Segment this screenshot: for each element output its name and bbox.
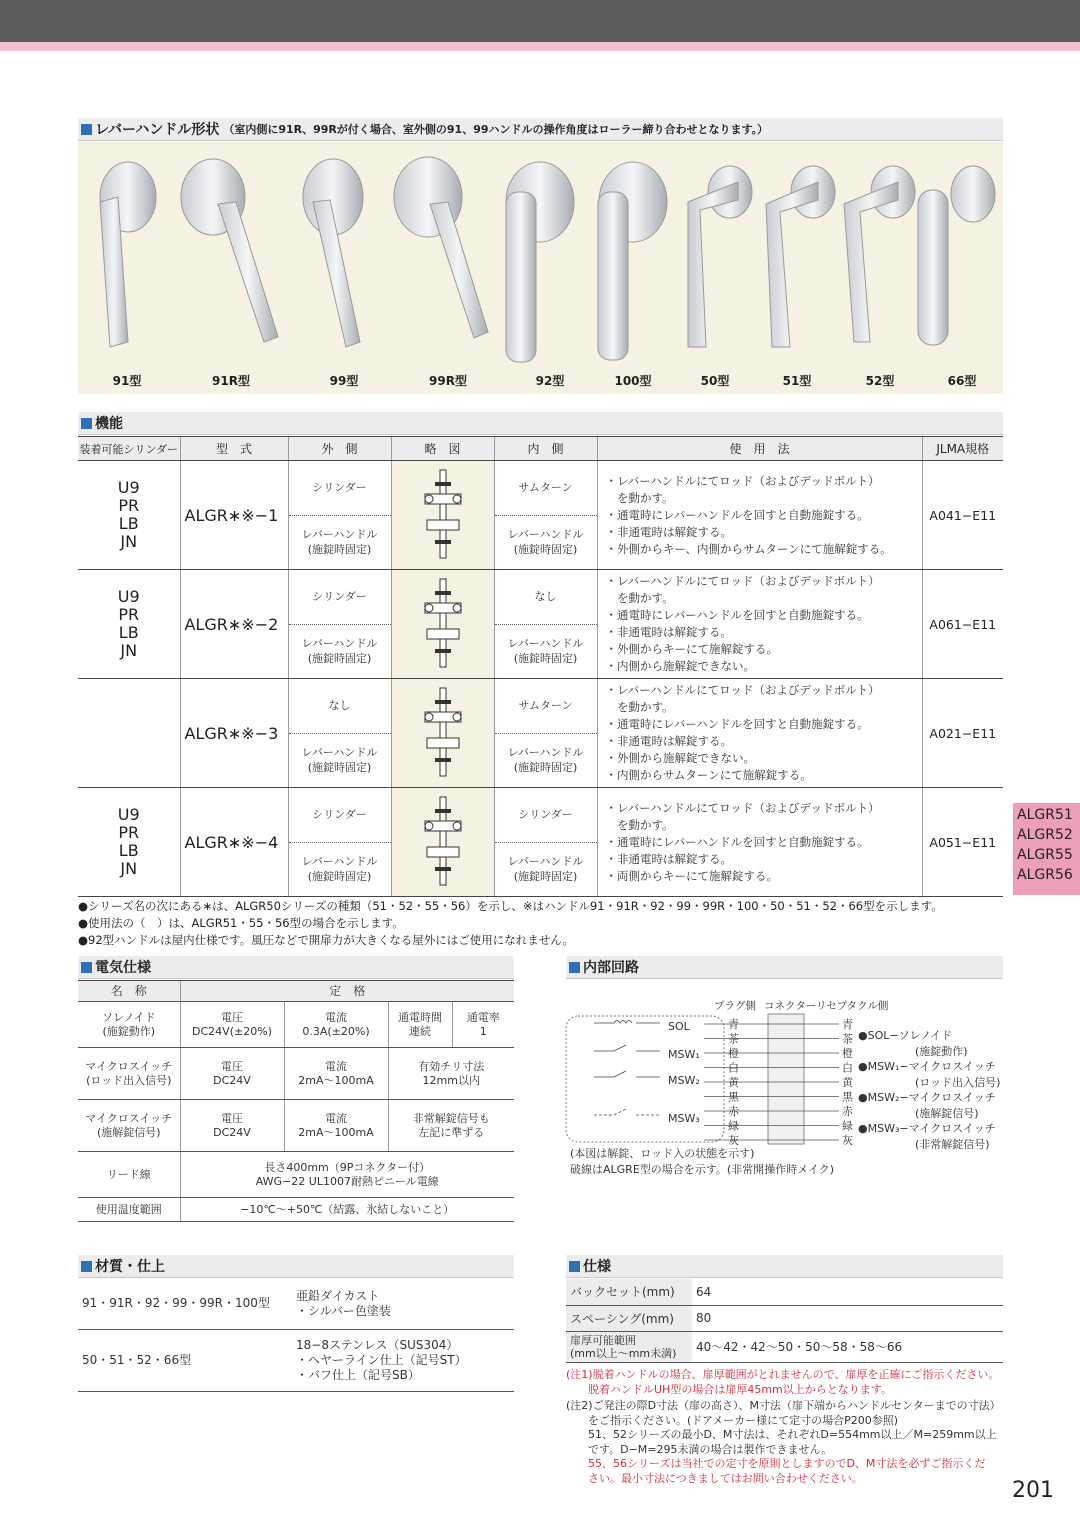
circuit-top-label: プラグ側 <box>714 1000 756 1012</box>
wire-color-label: 緑 <box>842 1119 853 1133</box>
wire-color-label: 青 <box>728 1018 739 1031</box>
wire-color-label: 白 <box>842 1061 853 1075</box>
outer-top: シリンダー <box>289 570 391 625</box>
connector-block <box>768 1014 804 1144</box>
outer-top: シリンダー <box>289 461 391 516</box>
lock-schematic-icon <box>413 464 473 564</box>
electrical-value: 長さ400mm（9Pコネクター付） AWG−22 UL1007耐熱ビニール電線 <box>180 1152 514 1198</box>
handle-label: 100型 <box>614 374 652 388</box>
header-accent-line <box>0 42 1080 51</box>
electrical-name: 使用温度範囲 <box>78 1198 180 1222</box>
wire-color-label: 灰 <box>842 1134 853 1147</box>
legend-item: ●MSW₃−マイクロスイッチ <box>858 1122 996 1135</box>
handle-label: 99R型 <box>429 374 467 388</box>
lock-schematic-icon <box>413 791 473 891</box>
inner-top: シリンダー <box>495 788 597 843</box>
wire-color-label: 灰 <box>728 1134 739 1147</box>
handle-91 <box>100 162 156 347</box>
electrical-rate: 通電率 1 <box>452 1002 514 1048</box>
section-note: （室内側に91R、99Rが付く場合、室外側の91、99ハンドルの操作角度はローラー締り合わせとなります。） <box>223 123 769 136</box>
col-header: 使 用 法 <box>597 437 922 461</box>
table-row <box>566 1331 1003 1362</box>
footnote-1: (注1)脱着ハンドルの場合、扉厚範囲がとれませんので、扉厚を正確にご指示ください。 脱着ハンドルUH型の場合は扉厚45mm以上からとなります。 <box>566 1368 1000 1396</box>
handle-51 <box>766 166 835 347</box>
material-models: 50・51・52・66型 <box>78 1329 292 1391</box>
lock-schematic-icon <box>413 573 473 673</box>
schematic-cell <box>391 570 494 679</box>
electrical-duration: 通電時間 連続 <box>388 1002 452 1048</box>
electrical-extra: 非常解錠信号も 左記に準ずる <box>388 1100 514 1152</box>
wire-color-label: 橙 <box>842 1047 853 1060</box>
wire-color-label: 白 <box>728 1061 739 1075</box>
circuit-housing <box>566 1016 724 1142</box>
model-cell: ALGR∗※−3 <box>180 679 288 788</box>
section-heading-spec <box>566 1255 1003 1278</box>
electrical-current: 電流 0.3A(±20%) <box>284 1002 388 1048</box>
electrical-row <box>78 1198 514 1222</box>
function-row <box>78 570 1003 679</box>
table-row <box>566 1279 1003 1305</box>
handle-label: 99型 <box>329 374 359 388</box>
wire-color-label: 赤 <box>842 1105 853 1118</box>
usage-cell: ・レバーハンドルにてロッド（およびデッドボルト） を動かす。 ・通電時にレバーハンドルを回すと自動施錠する。 ・非通電時は解錠する。 ・外側から施解錠できない。 ・内側からサムターンにて施解錠する。 <box>597 679 922 788</box>
table-row <box>566 1305 1003 1331</box>
function-row <box>78 461 1003 570</box>
electrical-extra: 有効チリ寸法 12mm以内 <box>388 1048 514 1100</box>
model-cell: ALGR∗※−1 <box>180 461 288 570</box>
circuit-top-label: コネクター <box>764 1000 817 1012</box>
handle-91R <box>181 159 278 342</box>
circuit-note: (本図は解錠、ロッド入の状態を示す) <box>570 1147 755 1160</box>
handle-label: 66型 <box>947 374 977 388</box>
model-cell: ALGR∗※−4 <box>180 788 288 897</box>
col-header: 装着可能シリンダー <box>78 437 180 461</box>
outer-top: シリンダー <box>289 788 391 843</box>
wire-color-label: 青 <box>842 1018 853 1031</box>
note-line: ●シリーズ名の次にある∗は、ALGR50シリーズの種類（51・52・55・56）を示し、※はハンドル91・91R・92・99・99R・100・50・51・52・66型を示します。 <box>78 899 943 913</box>
handle-photo-strip <box>78 142 1003 394</box>
usage-cell: ・レバーハンドルにてロッド（およびデッドボルト） を動かす。 ・通電時にレバーハンドルを回すと自動施錠する。 ・非通電時は解錠する。 ・外側からキー、内側からサムターンにて施解錠する。 <box>597 461 922 570</box>
inner-top: なし <box>495 570 597 625</box>
section-heading-functions <box>78 412 1003 435</box>
electrical-voltage: 電圧 DC24V <box>180 1048 284 1100</box>
wire-color-label: 茶 <box>728 1032 739 1046</box>
wire-color-label: 緑 <box>728 1119 739 1133</box>
circuit-top-label: リセプタクル側 <box>816 1000 889 1012</box>
section-title: 仕様 <box>583 1259 611 1275</box>
switch-label: SOL <box>668 1020 690 1033</box>
electrical-current: 電流 2mA〜100mA <box>284 1100 388 1152</box>
electrical-row <box>78 1152 514 1198</box>
handle-50 <box>688 166 752 347</box>
inner-bottom: レバーハンドル (施錠時固定) <box>507 637 584 666</box>
inner-cell <box>494 461 597 570</box>
circuit-legend <box>858 1028 1000 1152</box>
section-heading-materials <box>78 1255 514 1278</box>
spec-name: スペーシング(mm) <box>566 1305 692 1331</box>
cylinder-cell: U9 PR LB JN <box>78 461 180 570</box>
inner-top: サムターン <box>495 679 597 734</box>
inner-cell <box>494 679 597 788</box>
electrical-name: マイクロスイッチ (ロッド出入信号) <box>78 1048 180 1100</box>
handle-92 <box>506 162 574 362</box>
handle-label: 51型 <box>782 374 812 388</box>
wire-color-label: 黒 <box>842 1090 853 1104</box>
inner-cell <box>494 570 597 679</box>
material-spec: 亜鉛ダイカスト ・シルバー色塗装 <box>292 1279 514 1329</box>
legend-sub: (施錠動作) <box>915 1044 968 1058</box>
wire-color-label: 茶 <box>842 1032 853 1046</box>
outer-bottom: レバーハンドル (施錠時固定) <box>301 855 378 884</box>
switch-label: MSW₁ <box>668 1048 700 1061</box>
col-header: 名 称 <box>78 981 180 1002</box>
model-cell: ALGR∗※−2 <box>180 570 288 679</box>
legend-item: ●MSW₂−マイクロスイッチ <box>858 1091 996 1104</box>
legend-sub: (非常解錠信号) <box>915 1137 990 1151</box>
square-bullet-icon <box>569 1261 580 1272</box>
note-line: ●92型ハンドルは屋内仕様です。風圧などで開扉力が大きくなる屋外にはご使用になれません。 <box>78 933 574 947</box>
circuit-notes <box>570 1146 834 1178</box>
function-row <box>78 788 1003 897</box>
outer-bottom: レバーハンドル (施錠時固定) <box>301 637 378 666</box>
electrical-voltage: 電圧 DC24V(±20%) <box>180 1002 284 1048</box>
inner-bottom: レバーハンドル (施錠時固定) <box>507 746 584 775</box>
handle-66 <box>918 166 995 345</box>
side-tab-item: ALGR55 <box>1017 847 1073 863</box>
inner-cell <box>494 788 597 897</box>
function-row <box>78 679 1003 788</box>
spec-value: 40〜42・42〜50・50〜58・58〜66 <box>692 1331 1003 1362</box>
wire-color-label: 橙 <box>728 1047 739 1060</box>
square-bullet-icon <box>81 124 92 135</box>
wire-color-label: 黄 <box>842 1076 853 1089</box>
square-bullet-icon <box>569 962 580 973</box>
square-bullet-icon <box>81 1261 92 1272</box>
section-heading-circuit <box>566 956 1003 979</box>
outer-bottom: レバーハンドル (施錠時固定) <box>301 746 378 775</box>
schematic-cell <box>391 788 494 897</box>
section-title: 材質・仕上 <box>95 1259 165 1275</box>
switch-label: MSW₃ <box>668 1112 700 1125</box>
handle-label: 92型 <box>535 374 565 388</box>
series-side-tab <box>1013 803 1080 895</box>
handle-100 <box>598 162 667 360</box>
cylinder-cell: U9 PR LB JN <box>78 788 180 897</box>
schematic-cell <box>391 679 494 788</box>
legend-item: ●SOL−ソレノイド <box>858 1029 953 1042</box>
materials-table <box>78 1279 514 1392</box>
electrical-name: ソレノイド (施錠動作) <box>78 1002 180 1048</box>
inner-bottom: レバーハンドル (施錠時固定) <box>507 528 584 557</box>
col-header: 外 側 <box>288 437 391 461</box>
circuit-note: 破線はALGRE型の場合を示す。(非常開操作時メイク) <box>570 1163 835 1176</box>
schematic-cell <box>391 461 494 570</box>
section-title: 電気仕様 <box>95 960 151 976</box>
col-header: 型 式 <box>180 437 288 461</box>
square-bullet-icon <box>81 418 92 429</box>
col-header: 略 図 <box>391 437 494 461</box>
switch-label: MSW₂ <box>668 1074 700 1087</box>
cylinder-cell <box>78 679 180 788</box>
outer-cell <box>288 788 391 897</box>
usage-cell: ・レバーハンドルにてロッド（およびデッドボルト） を動かす。 ・通電時にレバーハンドルを回すと自動施錠する。 ・非通電時は解錠する。 ・両側からキーにて施解錠する。 <box>597 788 922 897</box>
outer-cell <box>288 461 391 570</box>
lock-schematic-icon <box>413 682 473 782</box>
spec-name: 扉厚可能範囲 (mm以上〜mm未満) <box>566 1331 692 1362</box>
lever-handles-illustration <box>78 142 1003 394</box>
electrical-row <box>78 1048 514 1100</box>
electrical-row <box>78 1002 514 1048</box>
handle-label: 91型 <box>112 374 142 388</box>
outer-top: なし <box>289 679 391 734</box>
table-row <box>78 1329 514 1391</box>
spec-table <box>566 1279 1003 1363</box>
side-tab-item: ALGR51 <box>1017 807 1073 823</box>
wire-color-label: 黄 <box>728 1076 739 1089</box>
side-tab-item: ALGR56 <box>1017 867 1073 883</box>
square-bullet-icon <box>81 962 92 973</box>
jlma-cell: A061−E11 <box>922 570 1003 679</box>
handle-label: 50型 <box>700 374 730 388</box>
handle-52 <box>844 166 915 342</box>
electrical-value: −10℃〜+50℃（結露、氷結しないこと） <box>180 1198 514 1222</box>
section-heading-electrical <box>78 956 514 979</box>
inner-bottom: レバーハンドル (施錠時固定) <box>507 855 584 884</box>
function-notes <box>78 898 943 949</box>
outer-bottom: レバーハンドル (施錠時固定) <box>301 528 378 557</box>
section-heading-handles <box>78 118 1003 141</box>
col-header: 定 格 <box>180 981 514 1002</box>
electrical-row <box>78 1100 514 1152</box>
footnote-3: 55、56シリーズは当社での定寸を原則としますのでD、M寸法を必ずご指示くだ さい。最小寸法につきましてはお問い合わせください。 <box>587 1457 986 1485</box>
inner-top: サムターン <box>495 461 597 516</box>
page-header-bar <box>0 0 1080 42</box>
legend-item: ●MSW₁−マイクロスイッチ <box>858 1060 996 1073</box>
table-row <box>78 1279 514 1329</box>
cylinder-cell: U9 PR LB JN <box>78 570 180 679</box>
electrical-name: リード線 <box>78 1152 180 1198</box>
col-header: JLMA規格 <box>922 437 1003 461</box>
table-header-row <box>78 437 1003 461</box>
section-title: レバーハンドル形状 <box>95 122 220 138</box>
electrical-name: マイクロスイッチ (施解錠信号) <box>78 1100 180 1152</box>
spec-value: 64 <box>692 1279 1003 1305</box>
handle-99R <box>394 157 488 338</box>
section-title: 機能 <box>95 416 123 432</box>
jlma-cell: A041−E11 <box>922 461 1003 570</box>
wire-color-label: 赤 <box>728 1105 739 1118</box>
spec-value: 80 <box>692 1305 1003 1331</box>
legend-sub: (施解錠信号) <box>915 1106 979 1120</box>
page-number: 201 <box>1012 1478 1054 1503</box>
usage-cell: ・レバーハンドルにてロッド（およびデッドボルト） を動かす。 ・通電時にレバーハンドルを回すと自動施錠する。 ・非通電時は解錠する。 ・外側からキーにて施解錠する。 ・内側から施解錠できない。 <box>597 570 922 679</box>
outer-cell <box>288 679 391 788</box>
material-spec: 18−8ステンレス（SUS304） ・ヘヤーライン仕上（記号ST） ・バフ仕上（記号SB） <box>292 1329 514 1391</box>
function-table <box>78 436 1003 897</box>
wire-color-label: 黒 <box>728 1090 739 1104</box>
section-title: 内部回路 <box>583 960 639 976</box>
electrical-current: 電流 2mA〜100mA <box>284 1048 388 1100</box>
jlma-cell: A051−E11 <box>922 788 1003 897</box>
side-tab-item: ALGR52 <box>1017 827 1073 843</box>
footnote-2: (注2)ご発注の際D寸法（扉の高さ）、M寸法（扉下端からハンドルセンターまでの寸法） をご指示ください。(ドアメーカー様にて定寸の場合P200参照) 51、52シリーズの最小D、M寸法は、それぞれD=554mm以上／M=259mm以上 です。D−M=295未満の場合は製作できません。 <box>566 1399 1001 1456</box>
spec-name: バックセット(mm) <box>566 1279 692 1305</box>
handle-label: 52型 <box>865 374 895 388</box>
col-header: 内 側 <box>494 437 597 461</box>
material-models: 91・91R・92・99・99R・100型 <box>78 1279 292 1329</box>
handle-label: 91R型 <box>212 374 250 388</box>
electrical-table <box>78 980 514 1222</box>
note-line: ●使用法の（ ）は、ALGR51・55・56型の場合を示します。 <box>78 916 404 930</box>
spec-footnotes <box>566 1368 1006 1486</box>
outer-cell <box>288 570 391 679</box>
handle-99 <box>303 159 363 347</box>
jlma-cell: A021−E11 <box>922 679 1003 788</box>
legend-sub: (ロッド出入信号) <box>915 1075 1001 1089</box>
electrical-voltage: 電圧 DC24V <box>180 1100 284 1152</box>
